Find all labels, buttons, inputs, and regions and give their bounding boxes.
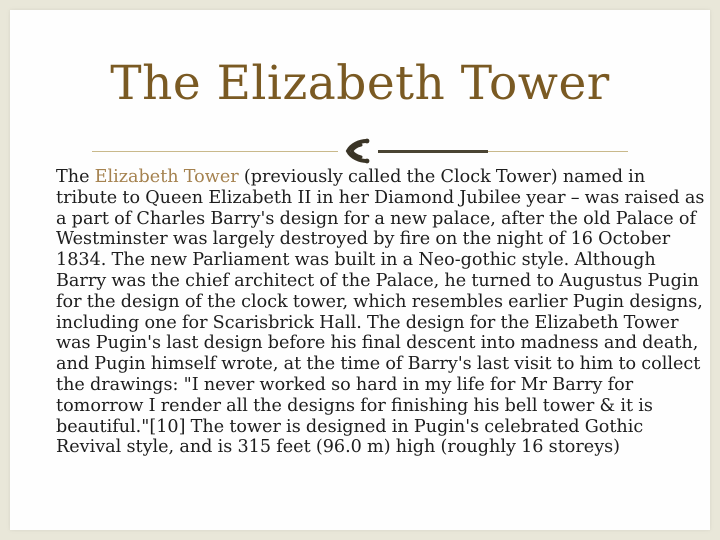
body-paragraph (56, 167, 706, 458)
title-divider-left (92, 151, 338, 152)
title-divider-accent (378, 150, 488, 153)
body-lead: The (56, 167, 95, 187)
body-highlight-term: Elizabeth Tower (94, 167, 239, 187)
curly-flourish-icon (339, 135, 379, 167)
slide-title: The Elizabeth Tower (110, 56, 610, 111)
body-rest: (previously called the Clock Tower) named in tribute to Queen Elizabeth II in her Diamond Jubilee year – was raised as a part of Charles Barry's design for a new palace, after the old Palace of Westminster was largely destroyed by fire on the night of 16 October 1834. The new Parliament was built in a Neo-gothic style. Although Barry was the chief architect of the Palace, he turned to Augustus Pugin for the design of the clock tower, which resembles earlier Pugin designs, including one for Scarisbrick Hall. The design for the Elizabeth Tower was Pugin's last design before his final descent into madness and death, and Pugin himself wrote, at the time of Barry's last visit to him to collect the drawings: "I never worked so hard in my life for Mr Barry for tomorrow I render all the designs for finishing his bell tower & it is beautiful."[10] The tower is designed in Pugin's celebrated Gothic Revival style, and is 315 feet (96.0 m) high (roughly 16 storeys) (56, 167, 705, 458)
